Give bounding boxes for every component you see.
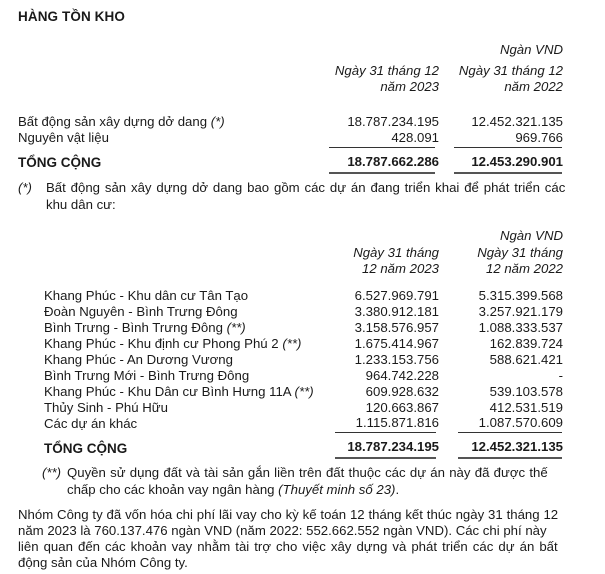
total-rule-2022 — [454, 172, 562, 174]
row-label-text: Khang Phúc - Khu Dân cư Bình Hưng 11A — [44, 384, 295, 399]
table-cell-2023: 1.115.871.816 — [355, 415, 439, 430]
footnote-marker: (**) — [226, 320, 246, 335]
total-2023: 18.787.234.195 — [347, 439, 439, 454]
total-rule-2023 — [329, 172, 435, 174]
row-label-text: Bất động sản xây dựng dở dang — [18, 114, 211, 129]
table-row-label — [18, 114, 225, 129]
section-title: HÀNG TỒN KHO — [18, 9, 125, 24]
footnote-marker: (*) — [210, 114, 225, 129]
table-row-label — [44, 336, 301, 351]
table-cell-2022: 1.087.570.609 — [478, 415, 563, 430]
subtotal-rule-2023 — [329, 147, 435, 148]
table-cell-2023: 18.787.234.195 — [347, 114, 439, 129]
table-cell-2023: 6.527.969.791 — [354, 288, 439, 303]
total-2023: 18.787.662.286 — [347, 154, 439, 169]
paragraph-line3: liên quan đến các khoản vay nhằm tài trợ cho việc xây dựng và phát triển các dự án bất — [18, 539, 558, 554]
col-header-2023 — [335, 63, 439, 95]
table-cell-2023: 964.742.228 — [365, 368, 439, 383]
total-2022: 12.452.321.135 — [471, 439, 563, 454]
col-header-2022-line1: Ngày 31 tháng 12 — [458, 63, 563, 78]
table-cell-2022: 162.839.724 — [489, 336, 563, 351]
table-cell-2022: 12.452.321.135 — [471, 114, 563, 129]
unit-label: Ngàn VND — [499, 228, 563, 243]
footnote-1-line1: Bất động sản xây dựng dở dang bao gồm các dự án đang triển khai để phát triển các — [46, 180, 566, 195]
footnote-2-period: . — [395, 482, 400, 497]
table-cell-2023: 1.233.153.756 — [354, 352, 439, 367]
paragraph-line1: Nhóm Công ty đã vốn hóa chi phí lãi vay cho kỳ kế toán 12 tháng kết thúc ngày 31 tháng 12 — [18, 507, 559, 522]
footnote-2-line2 — [67, 482, 399, 497]
table-cell-2022: 969.766 — [515, 130, 563, 145]
row-label-text: Khang Phúc - Khu định cư Phong Phú 2 — [44, 336, 283, 351]
paragraph-line4: động sản của Nhóm Công ty. — [18, 555, 188, 570]
table-cell-2023: 428.091 — [391, 130, 439, 145]
footnote-2-reference: (Thuyết minh số 23) — [278, 482, 396, 497]
table-row-label: Thủy Sinh - Phú Hữu — [44, 400, 168, 415]
col-header-2022 — [459, 63, 563, 95]
table-row-label — [44, 320, 246, 335]
table-cell-2022: 412.531.519 — [489, 400, 563, 415]
row-label-text: Bình Trưng - Bình Trưng Đông — [44, 320, 227, 335]
table-cell-2022: - — [558, 368, 563, 383]
footnote-1-line2: khu dân cư: — [46, 197, 116, 212]
total-label: TỔNG CỘNG — [44, 441, 128, 456]
table-cell-2023: 120.663.867 — [365, 400, 439, 415]
col-header-2023-line1: Ngày 31 tháng 12 — [334, 63, 439, 78]
col-header-2023-line2: năm 2023 — [380, 79, 439, 94]
total-rule-2023 — [335, 457, 436, 459]
col-header-2023 — [353, 245, 439, 277]
subtotal-rule-2023 — [335, 432, 436, 433]
table-row-label: Nguyên vật liệu — [18, 130, 109, 145]
col-header-2022 — [477, 245, 563, 277]
subtotal-rule-2022 — [458, 432, 562, 433]
table-cell-2022: 5.315.399.568 — [478, 288, 563, 303]
table-cell-2022: 3.257.921.179 — [478, 304, 563, 319]
total-rule-2022 — [458, 457, 562, 459]
footnote-marker: (**) — [294, 384, 314, 399]
table-row-label: Bình Trưng Mới - Bình Trưng Đông — [44, 368, 250, 383]
unit-label: Ngàn VND — [499, 42, 563, 57]
footnote-2-marker: (**) — [42, 465, 62, 480]
footnote-marker: (**) — [282, 336, 302, 351]
table-row-label — [44, 384, 314, 399]
col-header-2022-line2: năm 2022 — [504, 79, 563, 94]
footnote-1-marker: (*) — [18, 180, 32, 195]
col-header-2022-line2: 12 năm 2022 — [486, 261, 563, 276]
table-cell-2022: 1.088.333.537 — [478, 320, 563, 335]
footnote-2-text: chấp cho các khoản vay ngân hàng — [67, 482, 279, 497]
table-cell-2022: 539.103.578 — [489, 384, 563, 399]
col-header-2023-line1: Ngày 31 tháng — [353, 245, 439, 260]
paragraph-line2: năm 2023 là 760.137.476 ngàn VND (năm 2022: 552.662.552 ngàn VND). Các chi phí này — [18, 523, 547, 538]
table-cell-2022: 588.621.421 — [489, 352, 563, 367]
col-header-2023-line2: 12 năm 2023 — [362, 261, 439, 276]
table-row-label: Đoàn Nguyên - Bình Trưng Đông — [44, 304, 238, 319]
table-row-label: Các dự án khác — [44, 416, 138, 431]
table-cell-2023: 3.158.576.957 — [354, 320, 439, 335]
total-label: TỔNG CỘNG — [18, 155, 102, 170]
footnote-2-line1: Quyền sử dụng đất và tài sản gắn liền trên đất thuộc các dự án này đã được thế — [67, 465, 548, 480]
subtotal-rule-2022 — [454, 147, 562, 148]
table-cell-2023: 1.675.414.967 — [354, 336, 439, 351]
col-header-2022-line1: Ngày 31 tháng — [477, 245, 563, 260]
table-row-label: Khang Phúc - Khu dân cư Tân Tạo — [44, 288, 249, 303]
table-row-label: Khang Phúc - An Dương Vương — [44, 352, 233, 367]
table-cell-2023: 3.380.912.181 — [354, 304, 439, 319]
table-cell-2023: 609.928.632 — [365, 384, 439, 399]
total-2022: 12.453.290.901 — [471, 154, 563, 169]
